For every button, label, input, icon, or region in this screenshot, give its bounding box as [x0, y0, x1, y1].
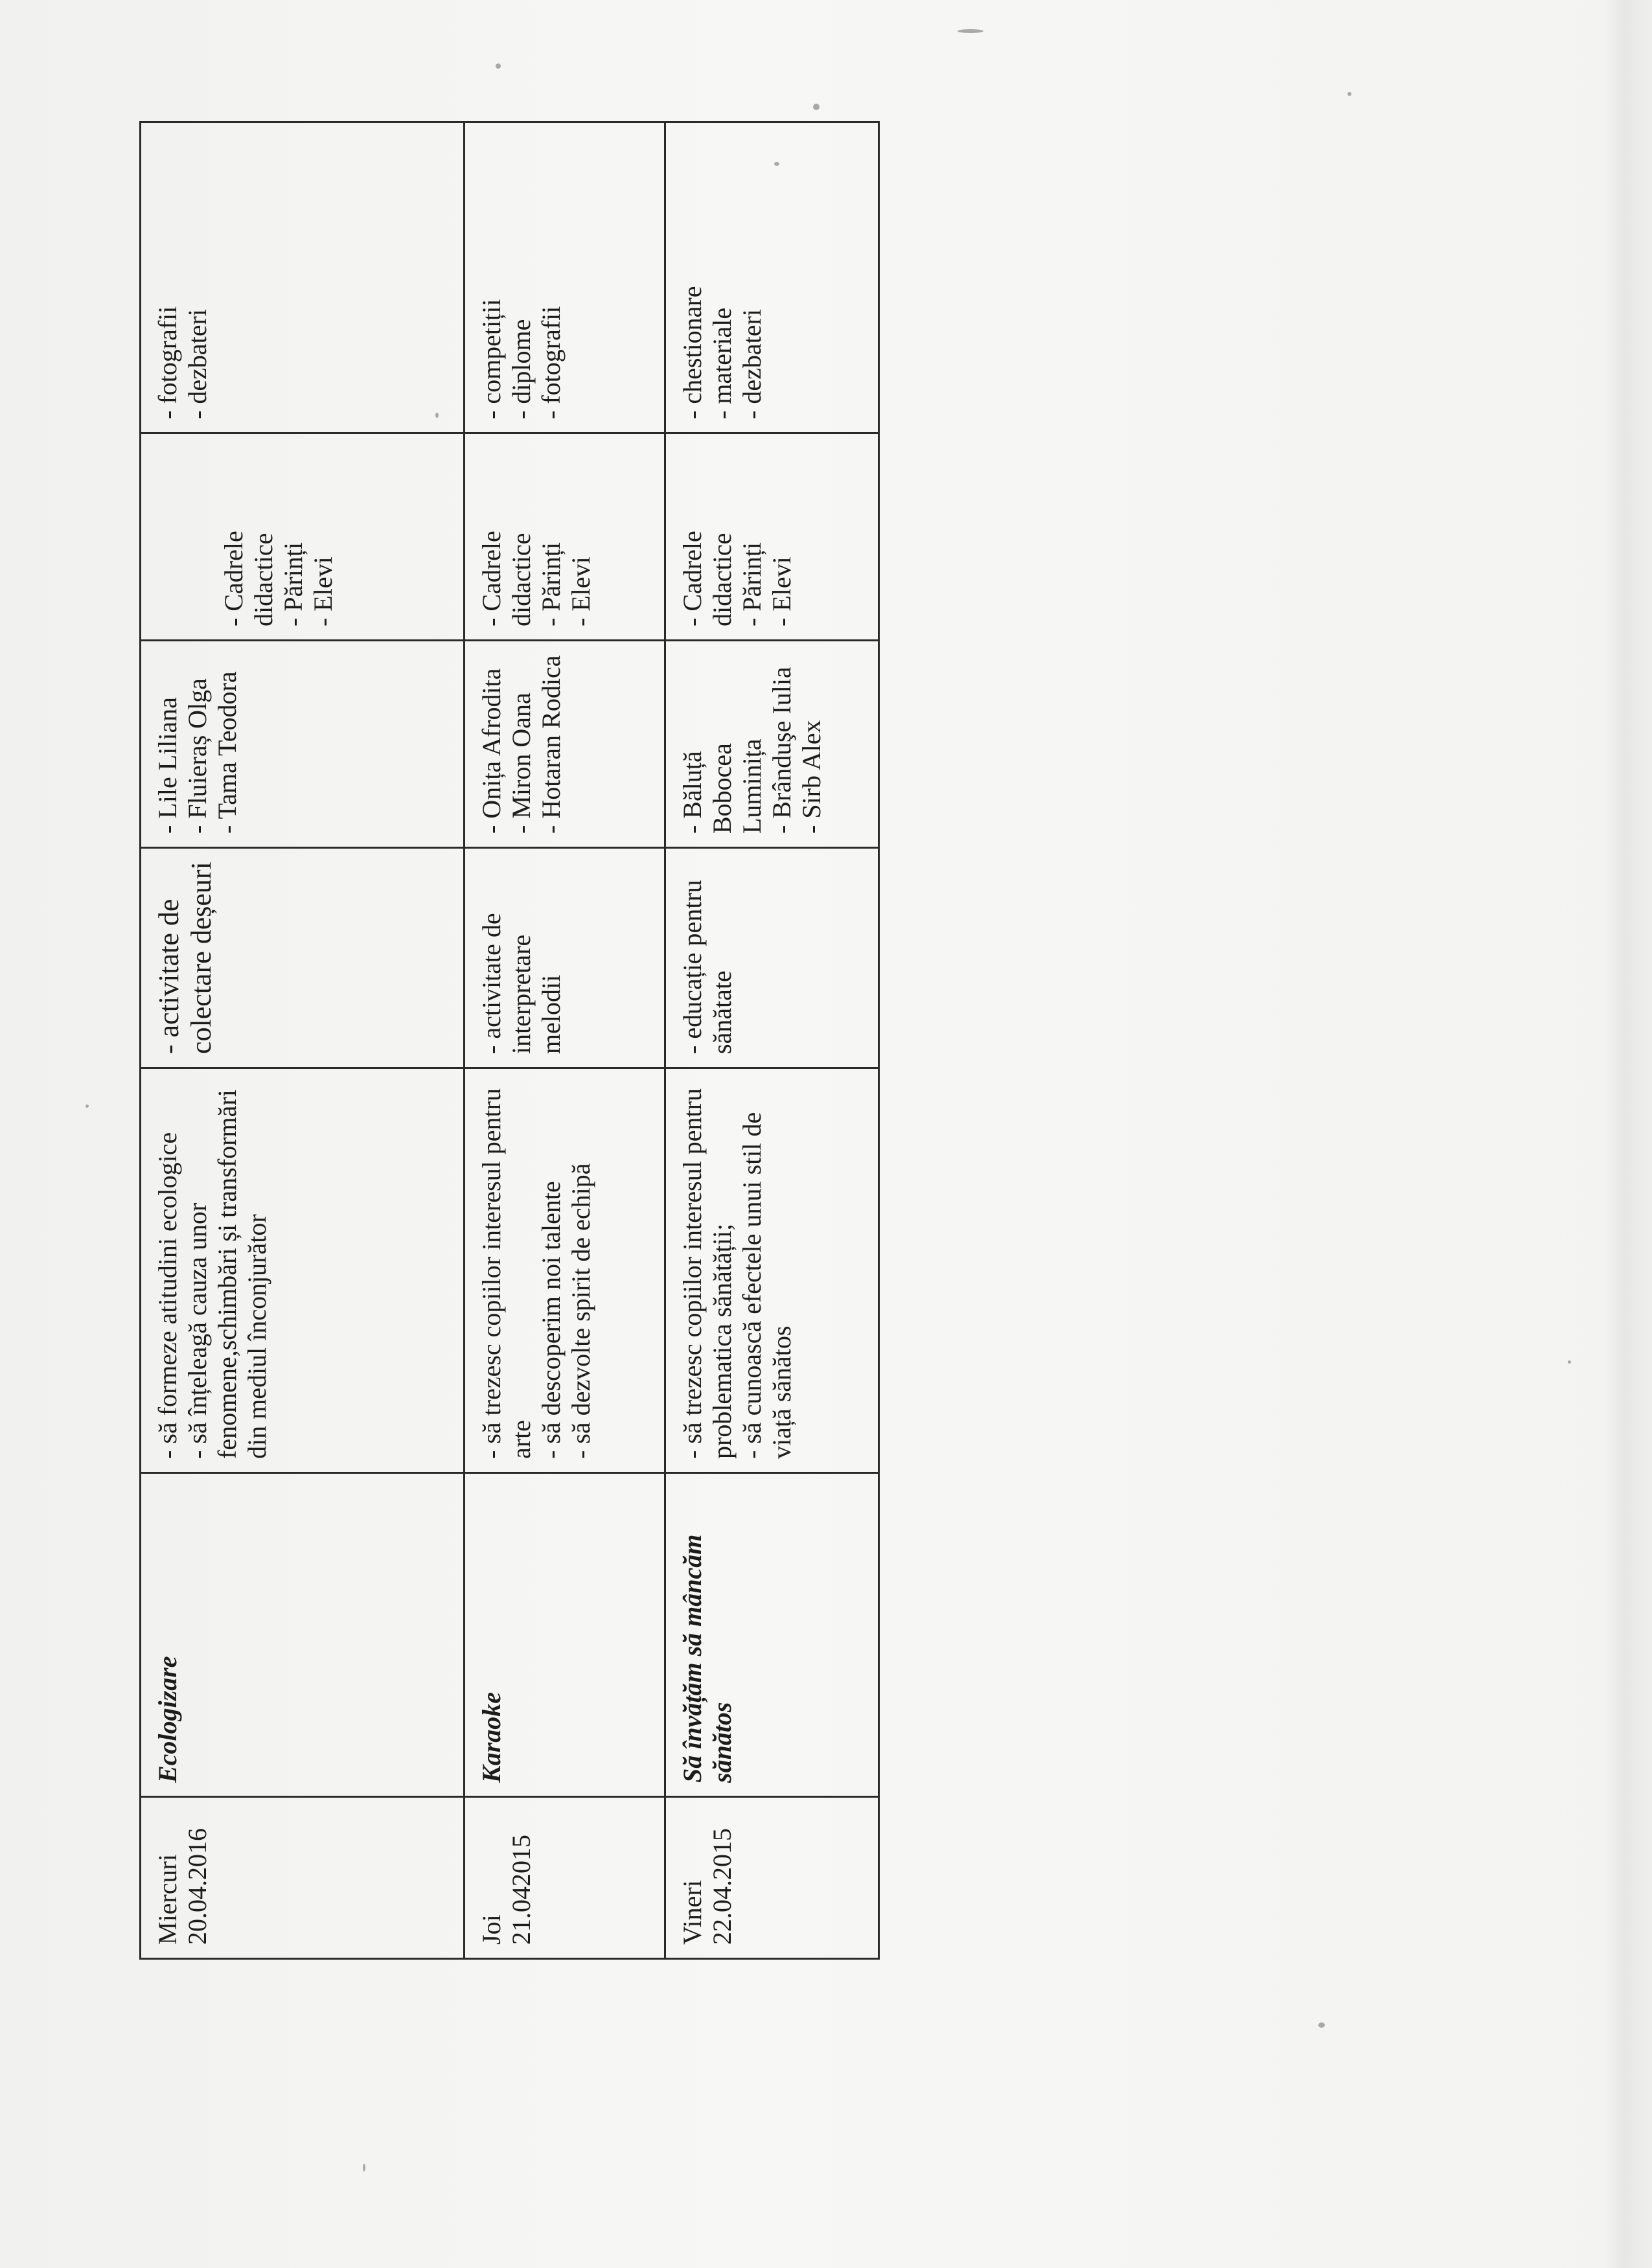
- responsible-person: - Miron Oana: [507, 693, 536, 834]
- participant-group: - Părinți: [737, 542, 766, 626]
- objective-item: - să înțeleagă cauza unor fenomene,schimbări și transformări din mediul înconjurător: [183, 1090, 271, 1459]
- day-name: Vineri: [678, 1880, 707, 1945]
- activity-schedule-table: [139, 123, 878, 1960]
- responsible-person: - Fluieraș Olga: [183, 678, 212, 834]
- objectives-cell: [465, 1068, 665, 1473]
- activity-type-cell: [465, 848, 665, 1068]
- scan-speck: [1348, 92, 1351, 96]
- activity-type: - activitate de colectare deșeuri: [153, 862, 217, 1054]
- responsible-cell: [465, 641, 665, 848]
- method-item: - dezbateri: [183, 309, 212, 419]
- participant-group: - Elevi: [566, 556, 595, 626]
- date-cell: [665, 1797, 879, 1959]
- responsible-list: [153, 654, 242, 834]
- responsible-list: [678, 654, 827, 834]
- table-row: [465, 122, 665, 1959]
- date-cell: [465, 1797, 665, 1959]
- method-item: - fotografii: [153, 306, 182, 419]
- activity-title-cell: [465, 1473, 665, 1797]
- participants-list: [219, 447, 338, 626]
- method-item: - dezbateri: [737, 309, 766, 419]
- responsible-cell: [665, 641, 879, 848]
- activity-type: - educație pentru sănătate: [678, 880, 737, 1054]
- objectives-cell: [665, 1068, 879, 1473]
- method-item: - materiale: [707, 307, 737, 419]
- scan-speck: [1568, 1360, 1571, 1364]
- responsible-cell: [141, 641, 465, 848]
- activity-title-cell: [665, 1473, 879, 1797]
- activity-type-cell: [665, 848, 879, 1068]
- activity-type: - activitate de interpretare melodii: [477, 913, 566, 1054]
- participant-group: - Cadrele didactice: [477, 531, 536, 626]
- activity-title-cell: [141, 1473, 465, 1797]
- table-row: [141, 122, 465, 1959]
- date-value: 21.042015: [507, 1835, 536, 1945]
- day-name: Joi: [477, 1914, 506, 1945]
- methods-cell: [665, 122, 879, 433]
- methods-cell: [465, 122, 665, 433]
- scan-speck: [496, 63, 501, 69]
- day-name: Miercuri: [153, 1854, 182, 1945]
- objectives-list: [678, 1082, 797, 1459]
- table-row: [665, 122, 879, 1959]
- scan-speck: [86, 1105, 89, 1108]
- participant-group: - Elevi: [767, 556, 796, 626]
- responsible-person: - Tama Teodora: [212, 671, 242, 834]
- scan-speck: [363, 2164, 365, 2171]
- participant-group: - Cadrele didactice: [219, 531, 278, 626]
- method-item: - diplome: [507, 319, 536, 419]
- participants-list: [477, 447, 596, 626]
- activity-title: Karaoke: [477, 1692, 506, 1783]
- participant-group: - Cadrele didactice: [678, 531, 737, 626]
- methods-list: [678, 136, 767, 419]
- responsible-person: - Lile Liliana: [153, 696, 182, 834]
- activity-title: Să învățăm să mâncăm sănătos: [678, 1534, 737, 1783]
- participants-cell: [141, 433, 465, 641]
- activity-title: Ecologizare: [153, 1656, 182, 1783]
- responsible-person: - Onița Afrodita: [477, 668, 506, 834]
- responsible-person: - Băluță Bobocea Luminița: [678, 739, 766, 834]
- scan-speck: [1318, 2022, 1325, 2028]
- participants-cell: [665, 433, 879, 641]
- participants-cell: [465, 433, 665, 641]
- objectives-cell: [141, 1068, 465, 1473]
- objective-item: - să dezvolte spirit de echipă: [566, 1163, 595, 1459]
- date-cell: [141, 1797, 465, 1959]
- schedule-grid: [139, 121, 880, 1960]
- objective-item: - să trezesc copiilor interesul pentru arte: [477, 1088, 536, 1459]
- responsible-list: [477, 654, 566, 834]
- participants-list: [678, 447, 797, 626]
- date-value: 22.04.2015: [707, 1828, 737, 1945]
- activity-type-cell: [141, 848, 465, 1068]
- objective-item: - să formeze atitudini ecologice: [153, 1132, 182, 1459]
- method-item: - competiții: [477, 299, 506, 419]
- objective-item: - să descoperim noi talente: [536, 1181, 566, 1459]
- scan-speck: [958, 29, 983, 33]
- objective-item: - să trezesc copiilor interesul pentru problematica sănătății;: [678, 1088, 737, 1459]
- objective-item: - să cunoască efectele unui stil de viață sănătos: [737, 1112, 796, 1459]
- methods-cell: [141, 122, 465, 433]
- objectives-list: [153, 1082, 272, 1459]
- scan-speck: [813, 104, 820, 110]
- responsible-person: - Sirb Alex: [797, 720, 826, 834]
- method-item: - chestionare: [678, 286, 707, 419]
- responsible-person: - Hotaran Rodica: [536, 655, 566, 834]
- date-value: 20.04.2016: [183, 1828, 212, 1945]
- method-item: - fotografii: [536, 306, 566, 419]
- methods-list: [477, 136, 566, 419]
- page-edge-shadow: [1603, 0, 1652, 2268]
- participant-group: - Părinți: [536, 542, 566, 626]
- participant-group: - Părinți: [279, 542, 308, 626]
- participant-group: - Elevi: [308, 556, 338, 626]
- responsible-person: - Brânduşe Iulia: [767, 667, 796, 834]
- methods-list: [153, 136, 212, 419]
- objectives-list: [477, 1082, 596, 1459]
